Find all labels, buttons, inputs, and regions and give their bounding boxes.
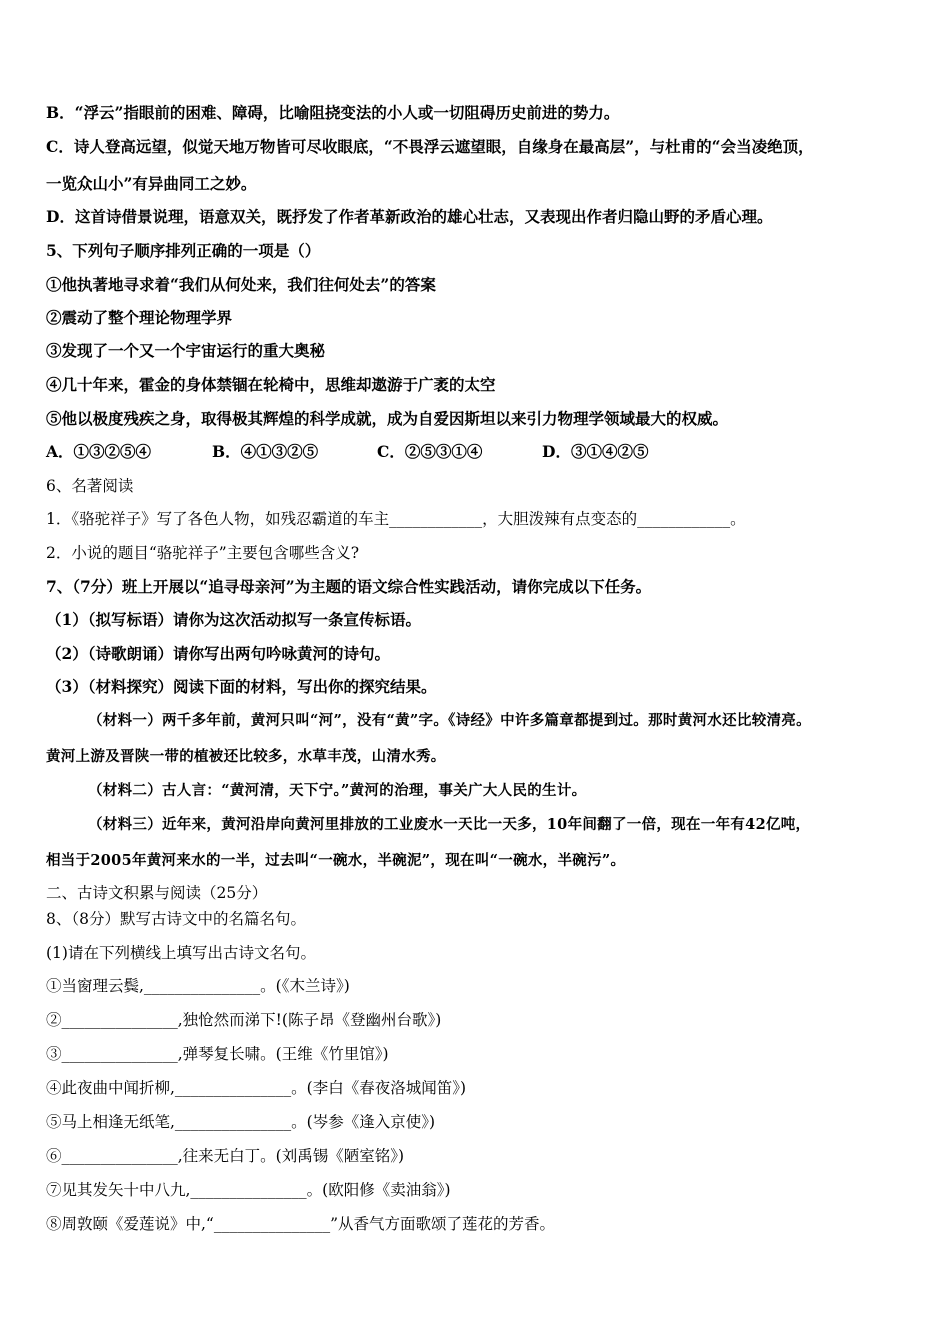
section-2-heading: 二、古诗文积累与阅读（25分） <box>46 884 268 902</box>
poem-line-5: ⑤马上相逢无纸笔,_______________。(岑参《逢入京使》) <box>46 1113 436 1131</box>
task-3: （3）（材料探究）阅读下面的材料，写出你的探究结果。 <box>46 677 437 696</box>
material-3: （材料三）近年来，黄河沿岸向黄河里排放的工业废水一天比一天多，10年间翻了一倍，现在一年有42亿吨， <box>88 816 811 833</box>
choice-d: D．③①④②⑤ <box>542 442 649 461</box>
question-7: 7、（7分）班上开展以“追寻母亲河”为主题的语文综合性实践活动，请你完成以下任务。 <box>46 577 652 596</box>
question-8-part-1: (1)请在下列横线上填写出古诗文名句。 <box>46 944 316 962</box>
question-6-item-1: 1．《骆驼祥子》写了各色人物，如残忍霸道的车主____________，大胆泼辣有点变态的____________。 <box>46 510 746 528</box>
option-c-text: C．诗人登高远望，似觉天地万物皆可尽收眼底，“不畏浮云遮望眼，自缘身在最高层”，与杜甫的“会当凌绝顶， <box>46 137 814 156</box>
sentence-2: ②震动了整个理论物理学界 <box>46 308 233 327</box>
choice-c: C．②⑤③①④ <box>377 442 483 461</box>
question-6-item-2: 2．小说的题目“骆驼祥子”主要包含哪些含义? <box>46 544 360 562</box>
sentence-3: ③发现了一个又一个宇宙运行的重大奥秘 <box>46 341 326 360</box>
question-5: 5、下列句子顺序排列正确的一项是（） <box>46 241 321 260</box>
task-1: （1）（拟写标语）请你为这次活动拟写一条宣传标语。 <box>46 610 422 629</box>
choice-b: B．④①③②⑤ <box>212 442 319 461</box>
sentence-4: ④几十年来，霍金的身体禁锢在轮椅中，思维却遨游于广袤的太空 <box>46 375 496 394</box>
poem-line-2: ②_______________,独怆然而涕下!(陈子昂《登幽州台歌》) <box>46 1011 442 1029</box>
poem-line-8: ⑧周敦颐《爱莲说》中,“_______________”从香气方面歌颂了莲花的芳香。 <box>46 1215 556 1233</box>
poem-line-1: ①当窗理云鬓,_______________。(《木兰诗》) <box>46 977 350 995</box>
poem-line-4: ④此夜曲中闻折柳,_______________。(李白《春夜洛城闻笛》) <box>46 1079 467 1097</box>
option-d-text: D．这首诗借景说理，语意双关，既抒发了作者革新政治的雄心壮志，又表现出作者归隐山野的矛盾心理。 <box>46 207 773 226</box>
task-2: （2）（诗歌朗诵）请你写出两句吟咏黄河的诗句。 <box>46 644 391 663</box>
option-b-text: B．“浮云”指眼前的困难、障碍，比喻阻挠变法的小人或一切阻碍历史前进的势力。 <box>46 103 620 122</box>
question-8: 8、（8分）默写古诗文中的名篇名句。 <box>46 910 306 928</box>
question-6: 6、名著阅读 <box>46 477 134 495</box>
option-c-text-cont: 一览众山小”有异曲同工之妙。 <box>46 174 257 193</box>
material-3-cont: 相当于2005年黄河来水的一半，过去叫“一碗水，半碗泥”，现在叫“一碗水，半碗污”。 <box>46 852 626 869</box>
material-1-cont: 黄河上游及晋陕一带的植被还比较多，水草丰茂，山清水秀。 <box>46 748 446 765</box>
sentence-1: ①他执著地寻求着“我们从何处来，我们往何处去”的答案 <box>46 275 436 294</box>
material-1: （材料一）两千多年前，黄河只叫“河”，没有“黄”字。《诗经》中许多篇章都提到过。那时黄河水还比较清亮。 <box>88 712 811 729</box>
sentence-5: ⑤他以极度残疾之身，取得极其辉煌的科学成就，成为自爱因斯坦以来引力物理学领域最大的权威。 <box>46 409 729 428</box>
material-2: （材料二）古人言：“黄河清，天下宁。”黄河的治理，事关广大人民的生计。 <box>88 782 587 799</box>
choice-a: A．①③②⑤④ <box>46 442 152 461</box>
poem-line-6: ⑥_______________,往来无白丁。(刘禹锡《陋室铭》) <box>46 1147 405 1165</box>
poem-line-3: ③_______________,弹琴复长啸。(王维《竹里馆》) <box>46 1045 389 1063</box>
poem-line-7: ⑦见其发矢十中八九,_______________。(欧阳修《卖油翁》) <box>46 1181 451 1199</box>
